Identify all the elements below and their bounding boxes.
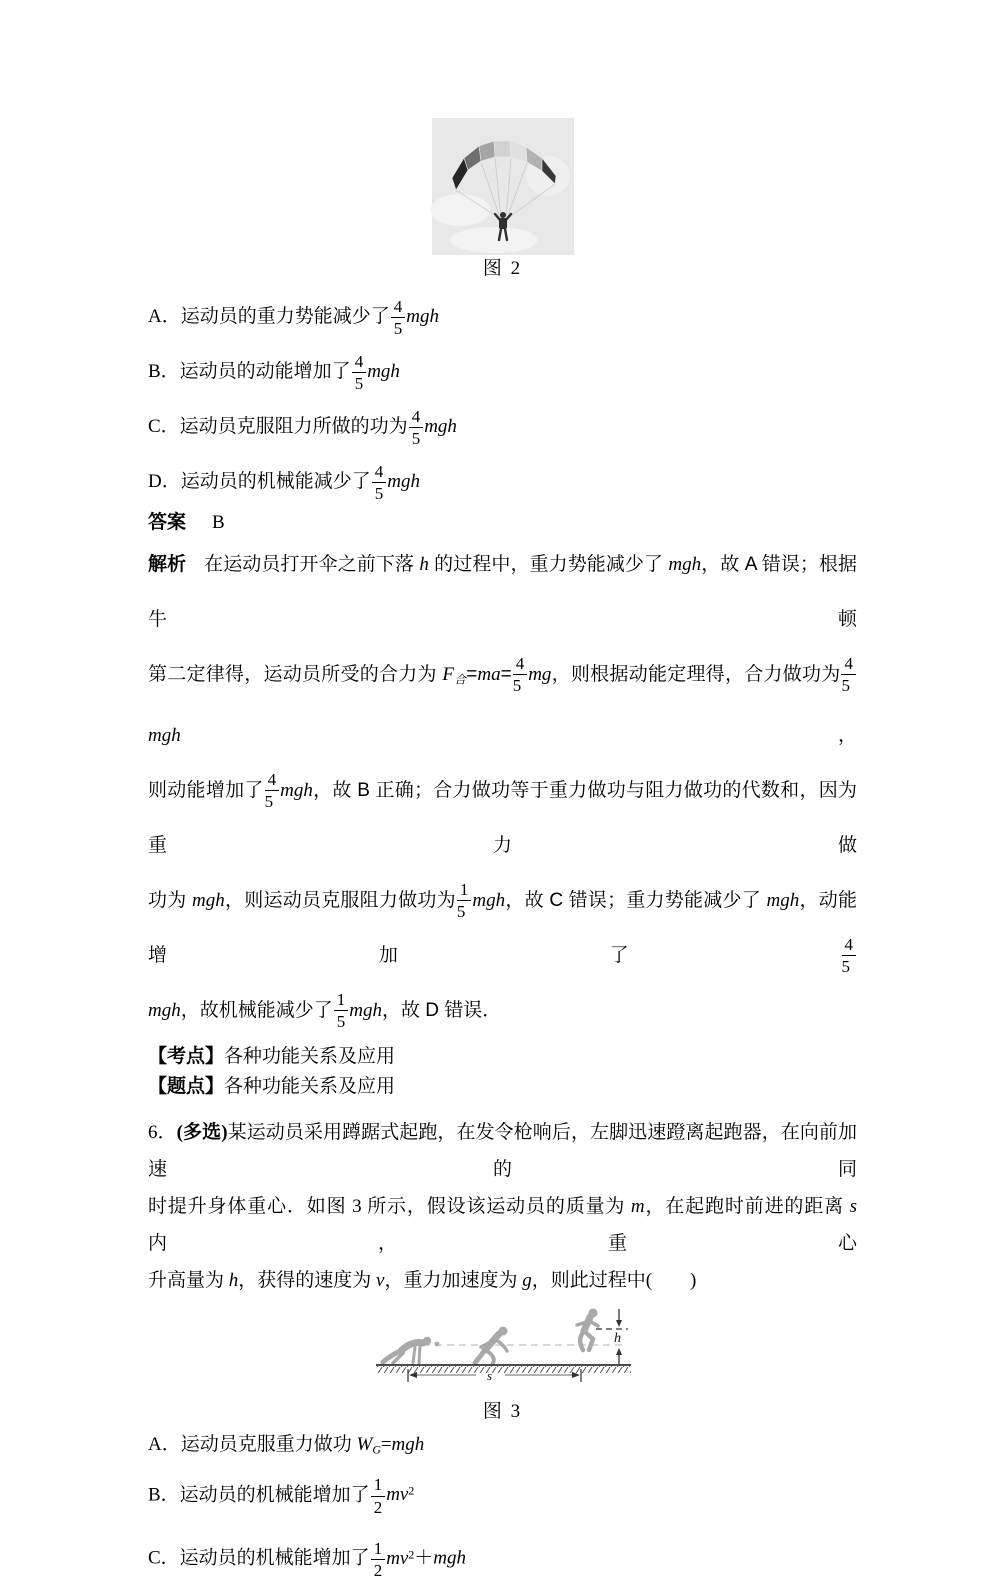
q6-option-a: A．运动员克服重力做功 $W_G=mgh$: [148, 1433, 425, 1457]
answer-row: [148, 509, 857, 537]
figure-parachute: [148, 118, 857, 281]
analysis-line-1: 解析 在运动员打开伞之前下落 h 的过程中，重力势能减少了 mgh，故 A 错误；根据牛顿: [148, 554, 858, 630]
analysis-label: 解析: [148, 554, 187, 575]
analysis-line-4: 功为 mgh，则运动员克服阻力做功为 $\frac{1}{5}$ mgh，故 C 错误；重力势能减少了 mgh，动能增加了 $\frac{4}{5}$: [148, 879, 858, 977]
q6-line-1: 6．(多选)某运动员采用蹲踞式起跑，在发令枪响后，左脚迅速蹬离起跑器，在向前加速的同: [148, 1121, 857, 1180]
q6-option-c: C．运动员的机械能增加了 $\frac{1}{2}$ $mv^2+mgh$: [148, 1538, 466, 1580]
q6-line-3: 升高量为 h，获得的速度为 v，重力加速度为 g，则此过程中( ): [148, 1269, 697, 1291]
exam-point-label: 【考点】: [148, 1045, 225, 1067]
topic-point-label: 【题点】: [148, 1075, 225, 1097]
exam-point-text: 各种功能关系及应用: [224, 1045, 396, 1067]
figure-runners: [148, 1303, 857, 1424]
parachute-image: [432, 118, 574, 255]
h-label: h: [614, 1330, 621, 1346]
analysis-line-2: 第二定律得，运动员所受的合力为 $F_合=ma=$ $\frac{4}{5}$ mg，则根据动能定理得，合力做功为 $\frac{4}{5}$ mgh，: [148, 654, 857, 746]
q5-option-c: C．运动员克服阻力所做的功为 $\frac{4}{5}$ mgh: [148, 407, 457, 449]
analysis-line-3: 则动能增加了 $\frac{4}{5}$ mgh，故 B 正确；合力做功等于重力做功与阻力做功的代数和，因为重力做: [148, 769, 857, 856]
answer-value: B: [212, 512, 225, 533]
figure2-caption: 图 2: [482, 258, 523, 279]
analysis-line-5: mgh，故机械能减少了 $\frac{1}{5}$ mgh，故 D 错误．: [148, 989, 502, 1032]
answer-label: 答案: [148, 512, 187, 533]
topic-point-text: 各种功能关系及应用: [224, 1075, 396, 1097]
runner-upright: [577, 1308, 598, 1350]
runners-image: [353, 1303, 683, 1398]
q6-option-b: B．运动员的机械能增加了 $\frac{1}{2}$ $mv^2$: [148, 1475, 415, 1517]
runner-driving: [475, 1326, 508, 1363]
question-6: [148, 1114, 857, 1299]
figure3-caption: 图 3: [482, 1400, 523, 1422]
q6-line-2: 时提升身体重心．如图 3 所示，假设该运动员的质量为 m，在起跑时前进的距离 s 内，重心: [148, 1195, 857, 1254]
q5-option-a: A．运动员的重力势能减少了 $\frac{4}{5}$ mgh: [148, 297, 439, 339]
exam-point-row: [148, 1042, 857, 1072]
q5-option-d: D．运动员的机械能减少了 $\frac{4}{5}$ mgh: [148, 462, 420, 504]
s-label: s: [487, 1367, 493, 1383]
q5-option-b: B．运动员的动能增加了 $\frac{4}{5}$ mgh: [148, 352, 400, 394]
analysis-block: [148, 537, 857, 1038]
topic-point-row: [148, 1072, 857, 1102]
runner-crouched: [383, 1336, 439, 1362]
h-dimension: [614, 1309, 622, 1364]
